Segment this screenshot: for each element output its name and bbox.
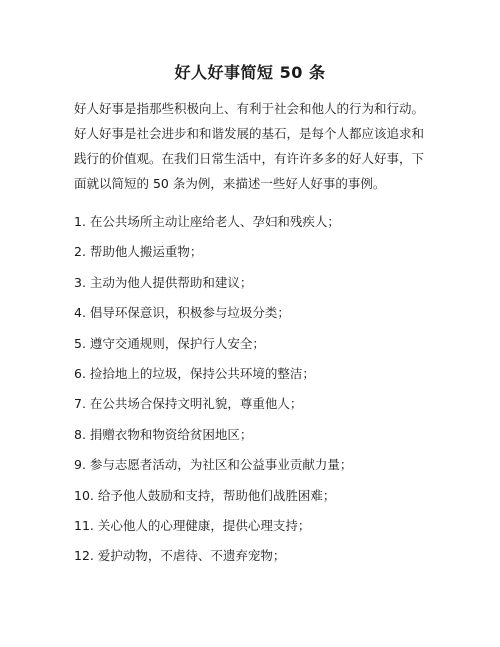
document-title: 好人好事简短 50 条 [174,63,326,82]
list-item: 7. 在公共场合保持文明礼貌，尊重他人； [74,396,303,412]
good-deeds-list [74,214,434,579]
list-item: 1. 在公共场所主动让座给老人、孕妇和残疾人； [74,214,340,229]
list-item: 2. 帮助他人搬运重物； [74,244,203,260]
intro-paragraph: 好人好事是指那些积极向上、有利于社会和他人的行为和行动。好人好事是社会进步和和谐发展的基石，是每个人都应该追求和践行的价值观。在我们日常生活中，有许许多多的好人好事，下面就以简短的 50 条为例，来描述一些好人好事的事例。 [74,101,425,191]
list-item: 12. 爱护动物，不虐待、不遗弃宠物； [74,548,286,564]
list-item: 5. 遵守交通规则，保护行人安全； [74,335,265,351]
list-item: 8. 捐赠衣物和物资给贫困地区； [74,426,253,442]
list-item: 11. 关心他人的心理健康，提供心理支持； [74,517,311,533]
list-item: 9. 参与志愿者活动，为社区和公益事业贡献力量； [74,457,353,473]
list-item: 4. 倡导环保意识，积极参与垃圾分类； [74,305,290,321]
list-item: 10. 给予他人鼓励和支持，帮助他们战胜困难； [74,487,336,503]
list-item: 3. 主动为他人提供帮助和建议； [74,274,253,290]
list-item: 6. 捡拾地上的垃圾，保持公共环境的整洁； [74,365,315,381]
